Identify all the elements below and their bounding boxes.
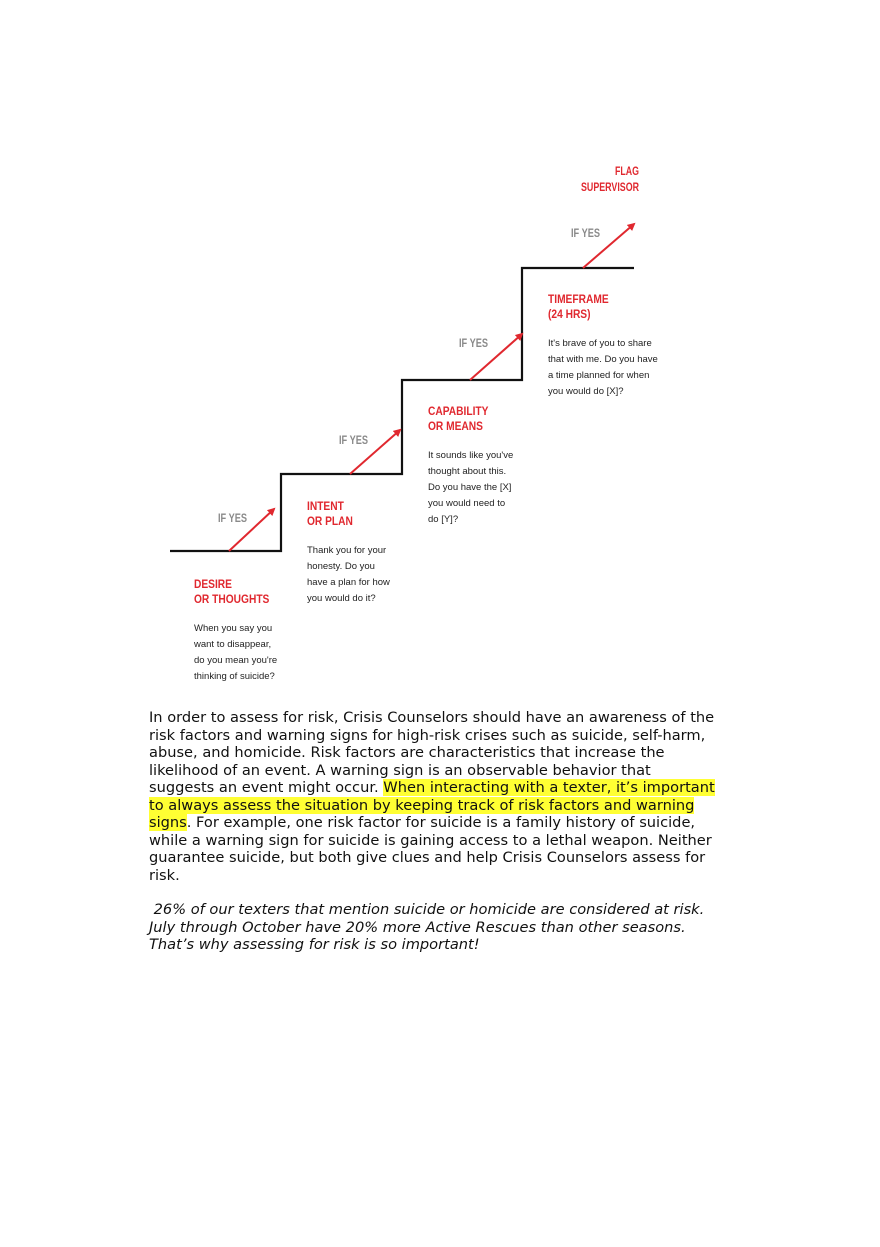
supervisor-label: SUPERVISOR <box>581 180 640 194</box>
step-capability <box>428 404 513 528</box>
paragraph-line: likelihood of an event. A warning sign is an observable behavior that <box>149 761 651 779</box>
body-text <box>149 709 749 954</box>
highlighted-text: When interacting with a texter, it’s important <box>383 779 715 796</box>
paragraph-line: while a warning sign for suicide is gaining access to a lethal weapon. Neither <box>149 831 712 849</box>
step-capability-title: CAPABILITY OR MEANS <box>428 404 489 433</box>
if-yes-label-4: IF YES <box>571 226 600 240</box>
highlighted-text: signs <box>149 814 187 831</box>
step-capability-text: It sounds like you've thought about this. Do you have the [X] you would need to do [Y]? <box>428 450 514 525</box>
paragraph-line <box>149 797 749 815</box>
step-intent-title: INTENT OR PLAN <box>307 499 353 528</box>
paragraph-line: abuse, and homicide. Risk factors are characteristics that increase the <box>149 744 665 761</box>
if-yes-label-2: IF YES <box>339 433 368 447</box>
step-desire-text: When you say you want to disappear, do you mean you're thinking of suicide? <box>194 623 278 682</box>
step-timeframe-text: It's brave of you to share that with me. Do you have a time planned for when you would do [X]? <box>548 338 658 397</box>
if-yes-label-3: IF YES <box>459 336 488 350</box>
step-desire-title: DESIRE OR THOUGHTS <box>194 577 270 606</box>
if-yes-label-1: IF YES <box>218 511 247 525</box>
step-intent <box>307 499 390 607</box>
highlighted-text: to always assess the situation by keeping track of risk factors and warning <box>149 796 695 814</box>
paragraph-line: suggests an event might occur. When interacting with a texter, it’s important <box>149 779 715 796</box>
flag-label: FLAG <box>615 164 639 178</box>
stat-line: 26% of our texters that mention suicide or homicide are considered at risk. <box>149 901 705 918</box>
paragraph-line: signs. For example, one risk factor for suicide is a family history of suicide, <box>149 814 696 831</box>
stat-line: That’s why assessing for risk is so important! <box>149 936 480 953</box>
stat-line: July through October have 20% more Active Rescues than other seasons. <box>149 918 686 936</box>
paragraph-line: risk. <box>149 866 180 884</box>
paragraph-line: guarantee suicide, but both give clues and help Crisis Counselors assess for <box>149 849 706 866</box>
step-timeframe <box>548 292 658 400</box>
step-timeframe-title: TIMEFRAME (24 HRS) <box>548 292 609 321</box>
step-desire <box>194 577 283 685</box>
step-intent-text: Thank you for your honesty. Do you have a plan for how you would do it? <box>307 545 390 604</box>
paragraph-line: In order to assess for risk, Crisis Counselors should have an awareness of the <box>149 709 715 726</box>
paragraph-line: risk factors and warning signs for high-risk crises such as suicide, self-harm, <box>149 726 706 744</box>
